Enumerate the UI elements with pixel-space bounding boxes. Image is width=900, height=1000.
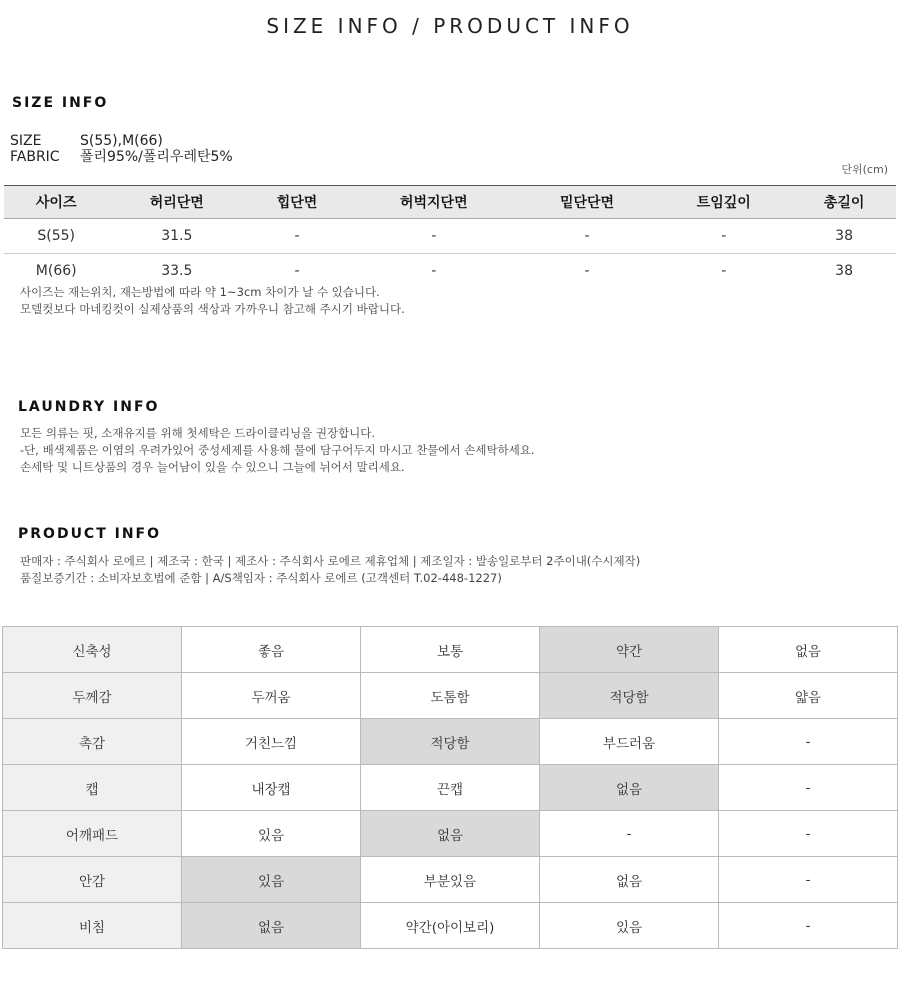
size-table-header: 밑단단면 [519, 186, 656, 219]
table-row [3, 765, 898, 811]
table-cell: - [294, 263, 300, 279]
attribute-option: 없음 [540, 765, 719, 811]
laundry-line: -단, 배색제품은 이염의 우려가있어 중성세제를 사용해 물에 담구어두지 마시고 찬물에서 손세탁하세요. [20, 443, 535, 457]
attribute-option: - [719, 765, 898, 811]
fabric-key: FABRIC [10, 149, 60, 165]
attribute-option: 있음 [540, 903, 719, 949]
size-value: S(55),M(66) [80, 133, 163, 149]
table-cell: - [245, 219, 349, 254]
product-info-heading: PRODUCT INFO [18, 526, 162, 542]
table-cell: 31.5 [108, 219, 245, 254]
size-key: SIZE [10, 133, 42, 149]
size-info-heading: SIZE INFO [12, 95, 109, 111]
attribute-option: 부분있음 [361, 857, 540, 903]
size-notes [20, 284, 405, 318]
attribute-option: 좋음 [182, 627, 361, 673]
size-table-header: 허리단면 [108, 186, 245, 219]
fabric-line [10, 149, 233, 165]
size-note: 사이즈는 재는위치, 재는방법에 따라 약 1~3cm 차이가 날 수 있습니다. [20, 285, 380, 299]
attribute-option: 두꺼움 [182, 673, 361, 719]
attribute-option: 내장캡 [182, 765, 361, 811]
table-row [3, 903, 898, 949]
laundry-info-heading: LAUNDRY INFO [18, 399, 160, 415]
attribute-option: 없음 [182, 903, 361, 949]
size-note: 모델컷보다 마네킹컷이 실제상품의 색상과 가까우니 참고해 주시기 바랍니다. [20, 302, 405, 316]
product-notes [20, 553, 640, 587]
table-cell: - [519, 219, 656, 254]
table-cell: 33.5 [161, 263, 193, 279]
attribute-label: 캡 [3, 765, 182, 811]
attribute-option: 보통 [361, 627, 540, 673]
attribute-label: 비침 [3, 903, 182, 949]
table-row [3, 719, 898, 765]
size-table-header: 총길이 [792, 186, 896, 219]
attribute-option: 약간 [540, 627, 719, 673]
unit-label: 단위(cm) [841, 163, 888, 176]
attribute-label: 어깨패드 [3, 811, 182, 857]
attribute-option: 적당함 [540, 673, 719, 719]
product-attribute-table [2, 626, 898, 949]
attribute-option: 없음 [361, 811, 540, 857]
attribute-option: 도톰함 [361, 673, 540, 719]
attribute-option: 적당함 [361, 719, 540, 765]
table-cell: - [431, 263, 437, 279]
attribute-label: 안감 [3, 857, 182, 903]
table-cell: - [655, 219, 792, 254]
size-table [4, 185, 896, 288]
attribute-option: 없음 [540, 857, 719, 903]
size-summary [10, 133, 233, 165]
attribute-option: - [719, 903, 898, 949]
attribute-option: - [540, 811, 719, 857]
size-table-header-row [4, 186, 896, 219]
size-table-header: 사이즈 [4, 186, 108, 219]
attribute-option: 약간(아이보리) [361, 903, 540, 949]
size-line [10, 133, 233, 149]
attribute-option: - [719, 857, 898, 903]
table-cell: - [349, 219, 519, 254]
attribute-option: 부드러움 [540, 719, 719, 765]
product-line: 품질보증기간 : 소비자보호법에 준함 | A/S책임자 : 주식회사 로에르 (고객센터 T.02-448-1227) [20, 571, 502, 585]
table-cell: 38 [835, 263, 853, 279]
size-table-header: 힙단면 [245, 186, 349, 219]
product-line: 판매자 : 주식회사 로에르 | 제조국 : 한국 | 제조사 : 주식회사 로에르 제휴업체 | 제조일자 : 발송일로부터 2주이내(수시제작) [20, 554, 641, 568]
table-row [3, 673, 898, 719]
table-cell: M(66) [35, 263, 77, 279]
page-title: SIZE INFO / PRODUCT INFO [266, 14, 634, 38]
attribute-option: 끈캡 [361, 765, 540, 811]
table-row [3, 627, 898, 673]
attribute-option: 있음 [182, 857, 361, 903]
attribute-option: 얇음 [719, 673, 898, 719]
laundry-notes [20, 425, 535, 476]
attribute-label: 두께감 [3, 673, 182, 719]
size-table-header: 허벅지단면 [349, 186, 519, 219]
table-row [3, 811, 898, 857]
attribute-option: 없음 [719, 627, 898, 673]
attribute-option: - [719, 811, 898, 857]
table-cell: 38 [792, 219, 896, 254]
attribute-option: 거친느낌 [182, 719, 361, 765]
attribute-option: - [719, 719, 898, 765]
attribute-option: 있음 [182, 811, 361, 857]
table-cell: S(55) [4, 219, 108, 254]
laundry-line: 모든 의류는 핏, 소재유지를 위해 첫세탁은 드라이클리닝을 권장합니다. [20, 426, 376, 440]
table-cell: - [721, 263, 727, 279]
size-table-header: 트임깊이 [655, 186, 792, 219]
table-row [4, 254, 896, 289]
laundry-line: 손세탁 및 니트상품의 경우 늘어남이 있을 수 있으니 그늘에 뉘어서 말리세요. [20, 460, 405, 474]
attribute-label: 신축성 [3, 627, 182, 673]
fabric-value: 폴리95%/폴리우레탄5% [80, 149, 233, 165]
table-cell: - [584, 263, 590, 279]
table-row [3, 857, 898, 903]
table-row [4, 219, 896, 254]
attribute-label: 촉감 [3, 719, 182, 765]
